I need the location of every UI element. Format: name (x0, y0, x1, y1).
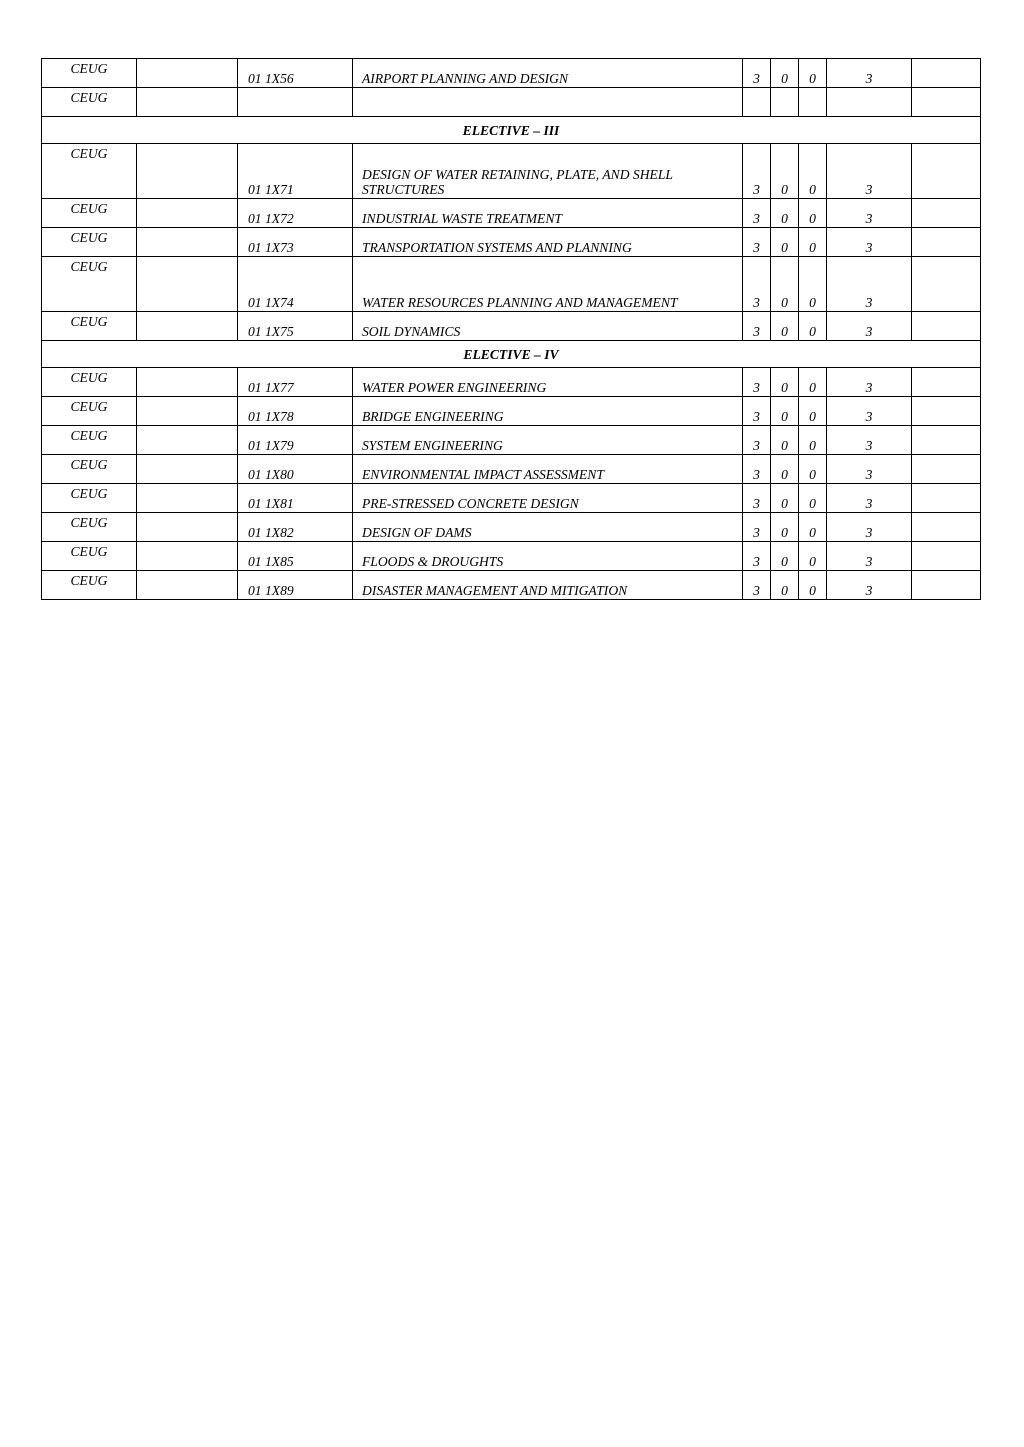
department-cell: CEUG (42, 228, 137, 257)
department-cell: CEUG (42, 88, 137, 117)
department-cell: CEUG (42, 571, 137, 600)
remarks-cell (912, 199, 981, 228)
course-code-cell: 01 1X73 (238, 228, 353, 257)
tutorial-hours-cell: 0 (771, 426, 799, 455)
course-title-cell: SYSTEM ENGINEERING (353, 426, 743, 455)
course-title-cell: TRANSPORTATION SYSTEMS AND PLANNING (353, 228, 743, 257)
course-row (42, 88, 981, 117)
course-title-cell: WATER RESOURCES PLANNING AND MANAGEMENT (353, 257, 743, 312)
course-code-cell: 01 1X56 (238, 59, 353, 88)
credits-cell: 3 (827, 312, 912, 341)
department-cell: CEUG (42, 455, 137, 484)
course-code-cell: 01 1X77 (238, 368, 353, 397)
lecture-hours-cell: 3 (743, 484, 771, 513)
remarks-cell (912, 426, 981, 455)
practical-hours-cell (799, 88, 827, 117)
course-row (42, 368, 981, 397)
lecture-hours-cell: 3 (743, 455, 771, 484)
course-title-cell (353, 88, 743, 117)
credits-cell: 3 (827, 228, 912, 257)
department-cell: CEUG (42, 484, 137, 513)
tutorial-hours-cell: 0 (771, 199, 799, 228)
section-heading-row (42, 117, 981, 144)
remarks-cell (912, 257, 981, 312)
course-row (42, 59, 981, 88)
department-cell: CEUG (42, 542, 137, 571)
course-title-line: STRUCTURES (362, 182, 445, 197)
course-code-cell: 01 1X79 (238, 426, 353, 455)
course-code-cell: 01 1X78 (238, 397, 353, 426)
credits-cell (827, 88, 912, 117)
course-code-cell: 01 1X72 (238, 199, 353, 228)
remarks-cell (912, 312, 981, 341)
section-heading: ELECTIVE – IV (42, 341, 981, 368)
course-title-line: DESIGN OF WATER RETAINING, PLATE, AND SHELL (362, 167, 673, 182)
tutorial-hours-cell: 0 (771, 484, 799, 513)
lecture-hours-cell (743, 88, 771, 117)
lecture-hours-cell: 3 (743, 542, 771, 571)
department-cell: CEUG (42, 312, 137, 341)
course-title-cell: SOIL DYNAMICS (353, 312, 743, 341)
remarks-cell (912, 571, 981, 600)
practical-hours-cell: 0 (799, 368, 827, 397)
blank-cell (137, 368, 238, 397)
lecture-hours-cell: 3 (743, 144, 771, 199)
tutorial-hours-cell: 0 (771, 144, 799, 199)
course-row (42, 257, 981, 312)
section-heading-row (42, 341, 981, 368)
course-row (42, 455, 981, 484)
course-row (42, 228, 981, 257)
credits-cell: 3 (827, 397, 912, 426)
blank-cell (137, 199, 238, 228)
blank-cell (137, 228, 238, 257)
lecture-hours-cell: 3 (743, 571, 771, 600)
course-code-cell (238, 88, 353, 117)
lecture-hours-cell: 3 (743, 228, 771, 257)
remarks-cell (912, 397, 981, 426)
credits-cell: 3 (827, 484, 912, 513)
remarks-cell (912, 144, 981, 199)
course-title-cell: INDUSTRIAL WASTE TREATMENT (353, 199, 743, 228)
tutorial-hours-cell: 0 (771, 368, 799, 397)
course-code-cell: 01 1X71 (238, 144, 353, 199)
tutorial-hours-cell: 0 (771, 228, 799, 257)
credits-cell: 3 (827, 59, 912, 88)
remarks-cell (912, 88, 981, 117)
blank-cell (137, 144, 238, 199)
blank-cell (137, 88, 238, 117)
course-code-cell: 01 1X75 (238, 312, 353, 341)
curriculum-table (41, 58, 981, 600)
practical-hours-cell: 0 (799, 542, 827, 571)
remarks-cell (912, 513, 981, 542)
department-cell: CEUG (42, 368, 137, 397)
practical-hours-cell: 0 (799, 397, 827, 426)
course-row (42, 484, 981, 513)
credits-cell: 3 (827, 513, 912, 542)
remarks-cell (912, 228, 981, 257)
credits-cell: 3 (827, 257, 912, 312)
course-code-cell: 01 1X81 (238, 484, 353, 513)
department-cell: CEUG (42, 257, 137, 312)
tutorial-hours-cell: 0 (771, 455, 799, 484)
blank-cell (137, 312, 238, 341)
tutorial-hours-cell: 0 (771, 513, 799, 542)
tutorial-hours-cell: 0 (771, 397, 799, 426)
blank-cell (137, 426, 238, 455)
department-cell: CEUG (42, 199, 137, 228)
blank-cell (137, 397, 238, 426)
table-body (42, 59, 981, 600)
department-cell: CEUG (42, 426, 137, 455)
credits-cell: 3 (827, 542, 912, 571)
course-title-cell: PRE-STRESSED CONCRETE DESIGN (353, 484, 743, 513)
credits-cell: 3 (827, 199, 912, 228)
blank-cell (137, 542, 238, 571)
practical-hours-cell: 0 (799, 426, 827, 455)
remarks-cell (912, 455, 981, 484)
course-title-cell: WATER POWER ENGINEERING (353, 368, 743, 397)
practical-hours-cell: 0 (799, 455, 827, 484)
tutorial-hours-cell: 0 (771, 312, 799, 341)
remarks-cell (912, 59, 981, 88)
lecture-hours-cell: 3 (743, 59, 771, 88)
credits-cell: 3 (827, 368, 912, 397)
practical-hours-cell: 0 (799, 312, 827, 341)
blank-cell (137, 513, 238, 542)
department-cell: CEUG (42, 144, 137, 199)
course-row (42, 397, 981, 426)
department-cell: CEUG (42, 59, 137, 88)
course-title-cell: DISASTER MANAGEMENT AND MITIGATION (353, 571, 743, 600)
credits-cell: 3 (827, 144, 912, 199)
practical-hours-cell: 0 (799, 199, 827, 228)
course-row (42, 312, 981, 341)
remarks-cell (912, 542, 981, 571)
remarks-cell (912, 368, 981, 397)
course-code-cell: 01 1X82 (238, 513, 353, 542)
practical-hours-cell: 0 (799, 228, 827, 257)
credits-cell: 3 (827, 455, 912, 484)
course-code-cell: 01 1X85 (238, 542, 353, 571)
tutorial-hours-cell: 0 (771, 571, 799, 600)
course-title-cell: AIRPORT PLANNING AND DESIGN (353, 59, 743, 88)
lecture-hours-cell: 3 (743, 368, 771, 397)
practical-hours-cell: 0 (799, 571, 827, 600)
tutorial-hours-cell: 0 (771, 59, 799, 88)
credits-cell: 3 (827, 426, 912, 455)
blank-cell (137, 571, 238, 600)
practical-hours-cell: 0 (799, 144, 827, 199)
department-cell: CEUG (42, 513, 137, 542)
course-row (42, 571, 981, 600)
lecture-hours-cell: 3 (743, 513, 771, 542)
course-row (42, 426, 981, 455)
tutorial-hours-cell (771, 88, 799, 117)
lecture-hours-cell: 3 (743, 199, 771, 228)
course-code-cell: 01 1X74 (238, 257, 353, 312)
lecture-hours-cell: 3 (743, 257, 771, 312)
department-cell: CEUG (42, 397, 137, 426)
course-title-cell (353, 144, 743, 199)
practical-hours-cell: 0 (799, 257, 827, 312)
course-code-cell: 01 1X89 (238, 571, 353, 600)
course-title-cell: DESIGN OF DAMS (353, 513, 743, 542)
practical-hours-cell: 0 (799, 59, 827, 88)
course-row (42, 513, 981, 542)
tutorial-hours-cell: 0 (771, 542, 799, 571)
credits-cell: 3 (827, 571, 912, 600)
remarks-cell (912, 484, 981, 513)
course-row (42, 199, 981, 228)
course-title-cell: ENVIRONMENTAL IMPACT ASSESSMENT (353, 455, 743, 484)
practical-hours-cell: 0 (799, 484, 827, 513)
tutorial-hours-cell: 0 (771, 257, 799, 312)
section-heading: ELECTIVE – III (42, 117, 981, 144)
lecture-hours-cell: 3 (743, 397, 771, 426)
blank-cell (137, 455, 238, 484)
blank-cell (137, 484, 238, 513)
blank-cell (137, 59, 238, 88)
course-title-cell: BRIDGE ENGINEERING (353, 397, 743, 426)
course-title-cell: FLOODS & DROUGHTS (353, 542, 743, 571)
blank-cell (137, 257, 238, 312)
course-row (42, 144, 981, 199)
course-row (42, 542, 981, 571)
practical-hours-cell: 0 (799, 513, 827, 542)
lecture-hours-cell: 3 (743, 312, 771, 341)
lecture-hours-cell: 3 (743, 426, 771, 455)
course-code-cell: 01 1X80 (238, 455, 353, 484)
